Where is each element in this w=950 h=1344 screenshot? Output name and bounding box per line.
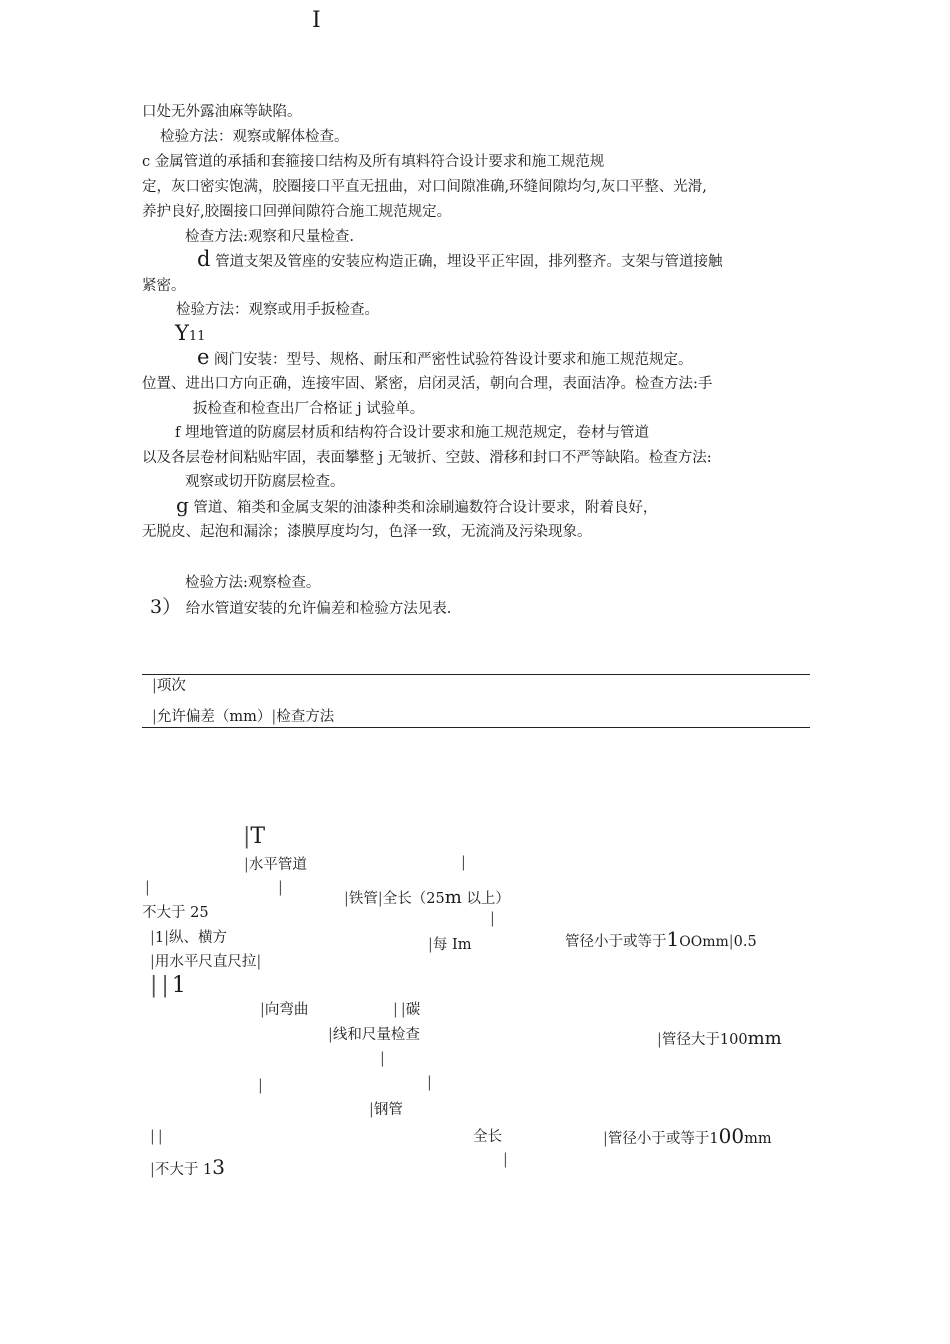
hundred-digit: 1 <box>666 927 680 951</box>
body-line-3: c 金属管道的承插和套箍接口结构及所有填料符合设计要求和施工规范规 <box>142 154 605 170</box>
column-separator: | <box>490 911 495 927</box>
column-separator: | <box>428 937 433 953</box>
line-and-measure-label: 线和尺量检查 <box>332 1027 420 1043</box>
column-separator: | <box>260 1002 265 1018</box>
item-number: 1 <box>154 930 165 946</box>
column-separator: | <box>243 824 251 849</box>
full-length-25-label: 全长（25 <box>382 891 445 907</box>
cell-iron-pipe <box>344 889 510 907</box>
body-line-8: 紧密。 <box>142 278 186 294</box>
hundred-rest: OOmm <box>679 934 729 950</box>
column-separator: | <box>344 891 349 907</box>
body-line-12: 位置、进出口方向正确，连接牢固、紧密，启闭灵活，朝向合理，表面洁净。检查方法:手 <box>142 376 713 392</box>
diameter-gt-number: 100 <box>719 1032 748 1048</box>
mm-unit: mm <box>747 1028 782 1049</box>
item-marker-d: d <box>197 247 211 271</box>
horizontal-pipe-label: 水平管道 <box>248 857 307 873</box>
column-separator: | <box>380 1051 385 1067</box>
vertical-horizontal-label: 纵、横方 <box>169 930 228 946</box>
body-line-17 <box>176 495 657 516</box>
meter-unit: m <box>444 887 462 908</box>
column-separator: | <box>150 1129 155 1145</box>
table-top-rule <box>142 674 810 675</box>
item-text-d: 管道支架及管座的安装应构造正确，埋设平正牢固，排列整齐。支架与管道接触 <box>215 254 723 270</box>
section-number: 3） <box>150 596 182 618</box>
column-separator: | <box>657 1032 662 1048</box>
column-separator: | <box>150 1162 155 1178</box>
diameter-le-number-2: 00 <box>718 1124 745 1148</box>
column-separator: | <box>256 954 262 970</box>
column-separator: | <box>400 1002 406 1018</box>
diameter-le-number-1: 1 <box>709 1131 719 1147</box>
column-separator: | <box>271 709 277 725</box>
body-line-20 <box>150 598 451 617</box>
column-separator: | <box>150 954 155 970</box>
ruler-line-label: 用水平尺直尺拉 <box>154 954 257 970</box>
body-line-10 <box>175 323 205 344</box>
body-line-11 <box>197 347 693 368</box>
diameter-le-label-b: 管径小于或等于 <box>607 1131 710 1147</box>
mm-unit-b: mm <box>744 1131 772 1147</box>
cell-diameter-le-100-b <box>603 1126 772 1147</box>
body-line-9: 检验方法：观察或用手扳检查。 <box>176 302 379 318</box>
column-separator: | <box>145 880 150 896</box>
column-separator: | <box>150 973 158 998</box>
column-separator: | <box>369 1102 374 1118</box>
body-line-18: 无脱皮、起泡和漏涂；漆膜厚度均匀，色泽一致，无流淌及污染现象。 <box>142 524 592 540</box>
header-item-no: 项次 <box>156 678 186 694</box>
cell-steel-pipe <box>369 1103 403 1118</box>
column-separator: | <box>503 1152 508 1168</box>
body-line-2: 检验方法：观察或解体检查。 <box>160 129 349 145</box>
cell-separators <box>150 1130 163 1145</box>
body-line-14: f 埋地管道的防腐层材质和结构符合设计要求和施工规范规定，卷材与管道 <box>175 425 649 441</box>
column-separator: | <box>427 1075 432 1091</box>
not-over-digit: 3 <box>212 1155 225 1179</box>
iron-pipe-label: 铁管 <box>348 891 378 907</box>
body-line-16: 观察或切开防腐层检查。 <box>185 474 345 490</box>
column-separator: | <box>328 1027 333 1043</box>
cell-bend-direction <box>260 1003 308 1018</box>
cell-per-1m <box>428 938 471 953</box>
item-marker-e: e <box>197 345 210 369</box>
body-line-1: 口处无外露油麻等缺陷。 <box>142 104 302 120</box>
above-label: 以上） <box>461 891 510 907</box>
table-header-row-2 <box>152 710 334 725</box>
cell-carbon <box>393 1003 420 1018</box>
column-separator: | <box>461 855 466 871</box>
body-line-4: 定，灰口密实饱满，胶圈接口平直无扭曲，对口间隙准确,环缝间隙均匀,灰口平整、光滑, <box>142 179 707 195</box>
cell-not-over-13 <box>150 1157 225 1178</box>
column-separator: | <box>244 857 249 873</box>
column-separator: | <box>157 1129 163 1145</box>
bend-direction-label: 向弯曲 <box>264 1002 309 1018</box>
section-text: 给水管道安装的允许偏差和检验方法见表. <box>185 601 452 617</box>
carbon-label: 碳 <box>405 1002 421 1018</box>
table-header-bottom-rule <box>142 727 810 728</box>
diameter-gt-label: 管径大于 <box>661 1032 720 1048</box>
small-number: 11 <box>188 329 206 344</box>
cell-horizontal-pipe <box>244 858 307 873</box>
per-1m-label: 每 Im <box>432 937 472 953</box>
column-separator: | <box>161 973 169 998</box>
cell-diameter-le-100-a <box>565 929 757 950</box>
table-fragment-t <box>243 826 265 848</box>
big-number-one: 1 <box>171 973 186 998</box>
big-letter-t: T <box>250 824 266 849</box>
body-line-7 <box>197 249 723 270</box>
column-separator: | <box>278 880 283 896</box>
item-text-g: 管道、箱类和金属支架的油漆种类和涂刷遍数符合设计要求，附着良好， <box>193 500 658 516</box>
cell-line-and-measure <box>328 1028 420 1043</box>
column-separator: | <box>258 1078 263 1094</box>
column-separator: | <box>150 930 155 946</box>
cell-full-length: 全长 <box>473 1129 502 1145</box>
item-text-e: 阀门安装：型号、规格、耐压和严密性试验符咎设计要求和施工规范规定。 <box>214 352 693 368</box>
cell-item-1 <box>150 975 186 997</box>
column-separator: | <box>728 934 734 950</box>
cell-item-vertical-horizontal <box>150 931 227 946</box>
header-tolerance: 允许偏差（mm） <box>156 709 272 725</box>
cell-ruler-line <box>150 955 261 970</box>
steel-pipe-label: 钢管 <box>373 1102 403 1118</box>
column-separator: | <box>152 678 157 694</box>
item-marker-g: g <box>176 493 189 517</box>
column-separator: | <box>152 709 157 725</box>
column-separator: | <box>603 1131 608 1147</box>
column-separator: | <box>377 891 383 907</box>
cell-not-over-25: 不大于 25 <box>142 905 209 921</box>
body-line-19: 检验方法:观察检查。 <box>185 575 321 591</box>
tolerance-value: 0.5 <box>733 934 757 950</box>
body-line-6: 检查方法:观察和尺量检查. <box>185 229 354 245</box>
not-over-label: 不大于 1 <box>154 1162 213 1178</box>
body-line-15: 以及各层卷材间粘贴牢固，表面攀整 j 无皱折、空鼓、滑移和封口不严等缺陷。检查方法: <box>142 450 712 466</box>
header-check-method: 检查方法 <box>276 709 335 725</box>
body-line-13: 扳检查和检查出厂合格证 j 试验单。 <box>193 401 425 417</box>
diameter-le-label: 管径小于或等于 <box>565 934 667 950</box>
big-letter-y: Y <box>175 321 189 345</box>
cell-diameter-gt-100 <box>657 1030 782 1048</box>
table-header-row-1 <box>152 679 186 694</box>
column-separator: | <box>393 1002 398 1018</box>
header-mark: I <box>312 8 321 33</box>
column-separator: | <box>164 930 170 946</box>
body-line-5: 养护良好,胶圈接口回弹间隙符合施工规范规定。 <box>142 204 452 220</box>
